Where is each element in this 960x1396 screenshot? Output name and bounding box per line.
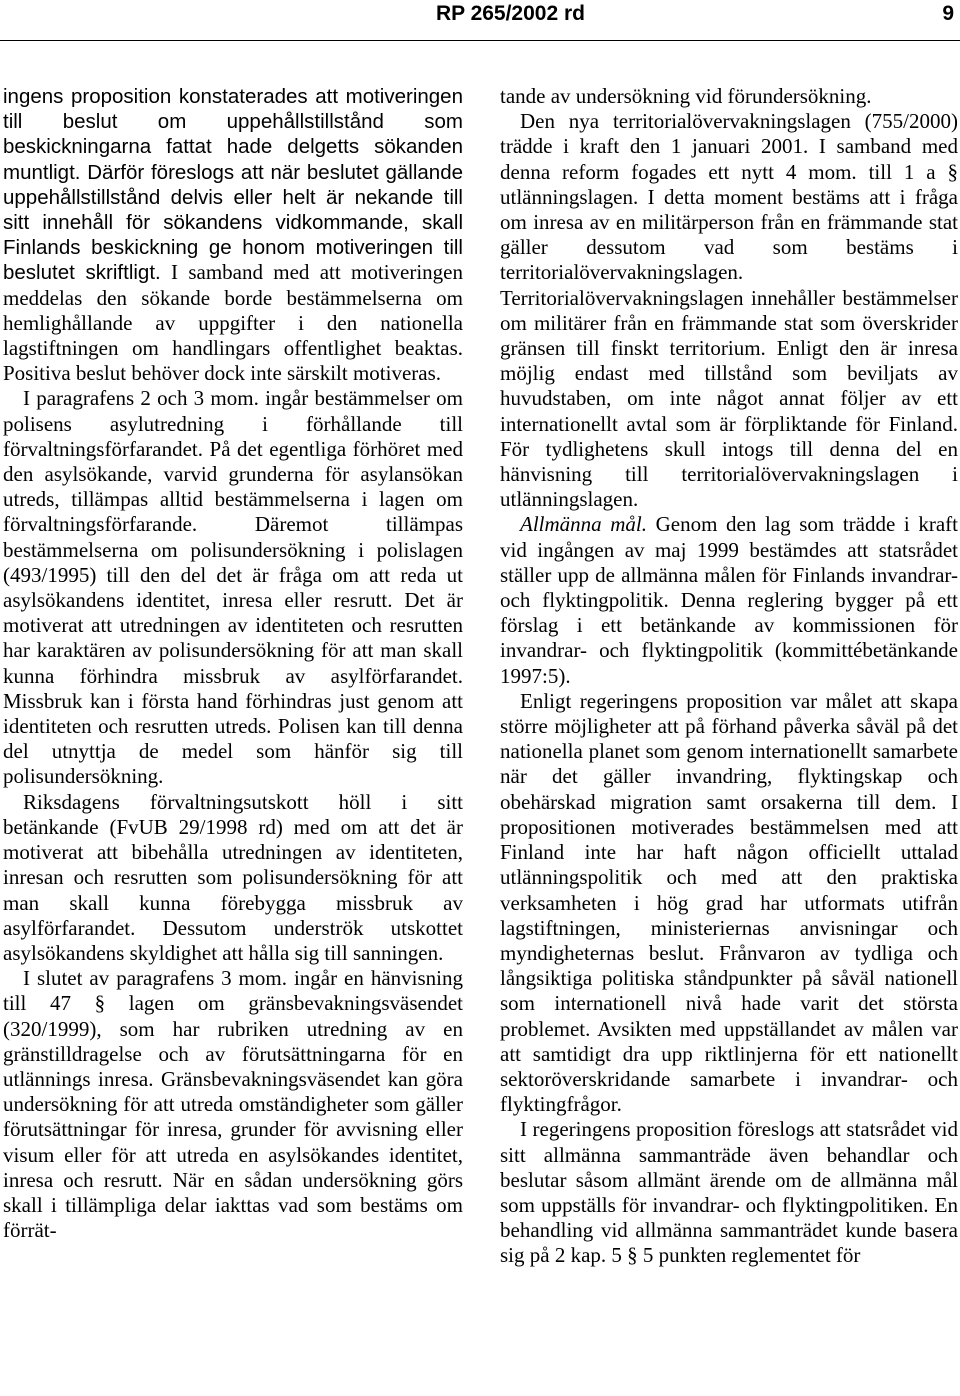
paragraph-sans-text: ingens proposition konstaterades att motiveringen till beslut om uppehållstillstånd som beskickningarna fattat hade delgetts sökanden muntligt. Därför föreslogs att när beslutet gällande uppehållstillstånd delvis eller helt är nekande till sitt innehåll för sökandens vidkommande, skall Finlands beskickning ge honom motiveringen till beslutet skriftligt. (3, 85, 463, 285)
paragraph-text: I samband med att motiveringen meddelas den sökande borde bestämmelserna om hemlighållande av uppgifter i den nationella lagstiftningen om handlingars offentlighet beaktas. Positiva beslut behöver dock inte särskilt motiveras. (3, 260, 464, 386)
paragraph (500, 512, 958, 688)
paragraph: I slutet av paragrafens 3 mom. ingår en hänvisning till 47 § lagen om gränsbevakningsväsendet (320/1999), som har rubriken utredning av en gränstilldragelse och av förutsättningarna för en utlännings inresa. Gränsbevakningsväsendet kan göra undersökning för att utreda omständigheter som gäller förutsättningar för inresa, grunder för avvisning eller visum eller för att utreda en asylsökandes identitet, inresa och resrutt. När en sådan undersökning görs skall i tillämpliga delar iakttas vad som bestäms om förrät- (3, 966, 463, 1243)
section-heading: Allmänna mål. (520, 512, 648, 537)
paragraph (3, 84, 463, 386)
paragraph-text: Genom den lag som trädde i kraft vid ingången av maj 1999 bestämdes att statsrådet ställer upp de allmänna målen för Finlands invandrar- och flyktingpolitik. Denna reglering bygger på ett förslag i ett betänkande av kommissionen för invandrar- och flyktingpolitik (kommittébetänkande 1997:5). (500, 512, 958, 688)
paragraph: Den nya territorialövervakningslagen (755/2000) trädde i kraft den 1 januari 2001. I samband med denna reform fogades ett nytt 4 mom. till 1 a § utlänningslagen. I detta moment bestäms att i fråga om inresa av en militärperson från en främmande stat gäller dessutom vad som bestäms i territorialövervakningslagen. Territorialövervakningslagen innehåller bestämmelser om militärer från en främmande stat som överskrider gränsen till finskt territorium. Enligt den är inresa möjlig endast med tillstånd som beviljats av huvudstaben, om inte något annat följer av ett internationellt avtal som är förpliktande för Finland. För tydlighetens skull intogs till denna del en hänvisning till territorialövervakningslagen i utlänningslagen. (500, 109, 958, 512)
page-header (0, 0, 960, 41)
paragraph: Riksdagens förvaltningsutskott höll i sitt betänkande (FvUB 29/1998 rd) med om att det är motiverat att bibehålla utredningen av identiteten, inresan och resrutten som polisundersökning för att man skall kunna förebygga missbruk av asylförfarandet. Dessutom underströk utskottet asylsökandens skyldighet att hålla sig till sanningen. (3, 789, 463, 965)
paragraph: I paragrafens 2 och 3 mom. ingår bestämmelser om polisens asylutredning i förhållande till förvaltningsförfarandet. På det egentliga förhöret med den asylsökande, varvid grunderna för asylansökan utreds, tillämpas alltid bestämmelserna i lagen om förvaltningsförfarande. Däremot tillämpas bestämmelserna om polisundersökning i polislagen (493/1995) till den del det är fråga om att reda ut asylsökandens identitet, inresa eller resrutt. Det är motiverat att utredningen av identiteten och resrutten har karaktären av polisundersökning för att man skall kunna förhindra missbruk av asylförfarandet. Missbruk kan i första hand förhindras just genom att identiteten och resrutten utreds. Polisen kan till denna del utnyttja de medel som hänför sig till polisundersökning. (3, 386, 463, 789)
paragraph: Enligt regeringens proposition var målet att skapa större möjligheter att på förhand påverka såväl på det nationella planet som genom internationellt samarbete när det gäller invandring, flyktingskap och obehärskad migration samt orsakerna till dem. I propositionen motiverades bestämmelsen med att Finland inte har haft någon officiellt uttalad utlänningspolitik och med att den praktiska verksamheten i hög grad har utformats utifrån lagstiftningen, ministeriernas anvisningar och myndigheternas beslut. Frånvaron av tydliga och långsiktiga politiska ståndpunkter på såväl nationell som internationell nivå hade varit det största problemet. Avsikten med uppställandet av målen var att samtidigt dra upp riktlinjerna för ett nationellt sektoröverskridande samarbete i invandrar- och flyktingfrågor. (500, 688, 958, 1117)
right-column (500, 84, 958, 1269)
paragraph: tande av undersökning vid förundersökning. (500, 84, 872, 108)
left-column (3, 84, 463, 1243)
document-id: RP 265/2002 rd (435, 2, 585, 25)
page-number: 9 (942, 2, 954, 25)
paragraph: I regeringens proposition föreslogs att statsrådet vid sitt allmänna sammanträde även behandlar och beslutar såsom allmänt ärende om de allmänna mål som uppställs för invandrar- och flyktingpolitiken. En behandling vid allmänna sammanträdet kunde basera sig på 2 kap. 5 § 5 punkten reglementet för (500, 1117, 958, 1268)
